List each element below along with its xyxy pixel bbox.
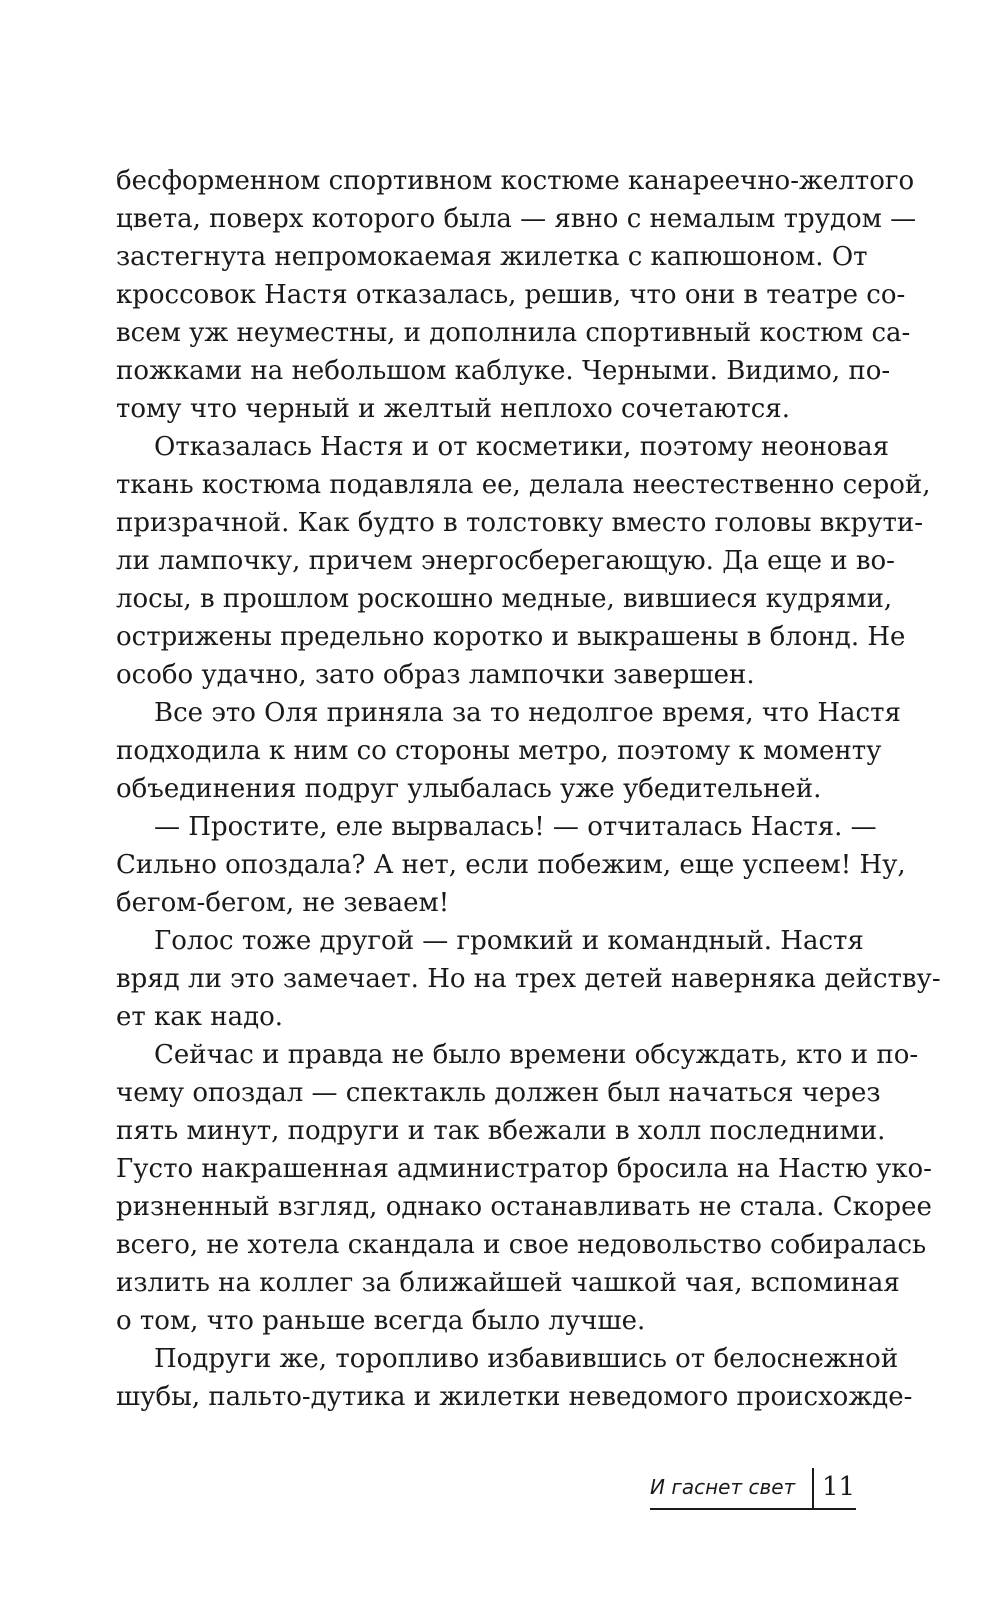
- text-line: Отказалась Настя и от косметики, поэтому неоновая: [154, 432, 889, 462]
- text-line: бегом-бегом, не зеваем!: [116, 888, 450, 918]
- text-line: ли лампочку, причем энергосберегающую. Да еще и во-: [116, 546, 895, 576]
- text-line: всего, не хотела скандала и свое недовольство собиралась: [116, 1230, 927, 1260]
- text-line: Сильно опоздала? А нет, если побежим, еще успеем! Ну,: [116, 850, 906, 880]
- text-line: острижены предельно коротко и выкрашены в блонд. Не: [116, 622, 906, 652]
- running-title: И гаснет свет: [650, 1475, 796, 1499]
- text-line: всем уж неуместны, и дополнила спортивный костюм са-: [116, 318, 911, 348]
- text-line: тому что черный и желтый неплохо сочетаются.: [116, 394, 790, 424]
- text-line: шубы, пальто-дутика и жилетки неведомого происхожде-: [116, 1382, 913, 1412]
- text-line: чему опоздал — спектакль должен был начаться через: [116, 1078, 881, 1108]
- text-line: застегнута непромокаемая жилетка с капюшоном. От: [116, 242, 868, 272]
- body-text: [116, 162, 941, 1416]
- text-line: Все это Оля приняла за то недолгое время, что Настя: [154, 698, 901, 728]
- text-line: Голос тоже другой — громкий и командный. Настя: [154, 926, 864, 956]
- text-line: бесформенном спортивном костюме канареечно-желтого: [116, 166, 915, 196]
- text-line: цвета, поверх которого была — явно с немалым трудом —: [116, 204, 917, 234]
- text-line: Густо накрашенная администратор бросила на Настю уко-: [116, 1154, 932, 1184]
- page-number: 11: [822, 1472, 856, 1502]
- text-line: вряд ли это замечает. Но на трех детей наверняка действу-: [116, 964, 941, 994]
- footer-divider: [812, 1468, 814, 1508]
- text-line: ет как надо.: [116, 1002, 284, 1032]
- page-footer: [650, 1468, 856, 1510]
- text-line: пять минут, подруги и так вбежали в холл последними.: [116, 1116, 886, 1146]
- text-line: излить на коллег за ближайшей чашкой чая, вспоминая: [116, 1268, 900, 1298]
- text-line: ткань костюма подавляла ее, делала неестественно серой,: [116, 470, 931, 500]
- text-line: — Простите, еле вырвалась! — отчиталась Настя. —: [154, 812, 877, 842]
- text-line: о том, что раньше всегда было лучше.: [116, 1306, 646, 1336]
- text-line: объединения подруг улыбалась уже убедительней.: [116, 774, 822, 804]
- text-line: ризненный взгляд, однако останавливать не стала. Скорее: [116, 1192, 932, 1222]
- text-line: кроссовок Настя отказалась, решив, что они в театре со-: [116, 280, 906, 310]
- text-line: пожками на небольшом каблуке. Черными. Видимо, по-: [116, 356, 891, 386]
- text-line: особо удачно, зато образ лампочки завершен.: [116, 660, 755, 690]
- text-line: Подруги же, торопливо избавившись от белоснежной: [154, 1344, 899, 1374]
- text-line: подходила к ним со стороны метро, поэтому к моменту: [116, 736, 882, 766]
- text-line: Сейчас и правда не было времени обсуждать, кто и по-: [154, 1040, 919, 1070]
- text-line: призрачной. Как будто в толстовку вместо головы вкрути-: [116, 508, 924, 538]
- text-line: лосы, в прошлом роскошно медные, вившиеся кудрями,: [116, 584, 893, 614]
